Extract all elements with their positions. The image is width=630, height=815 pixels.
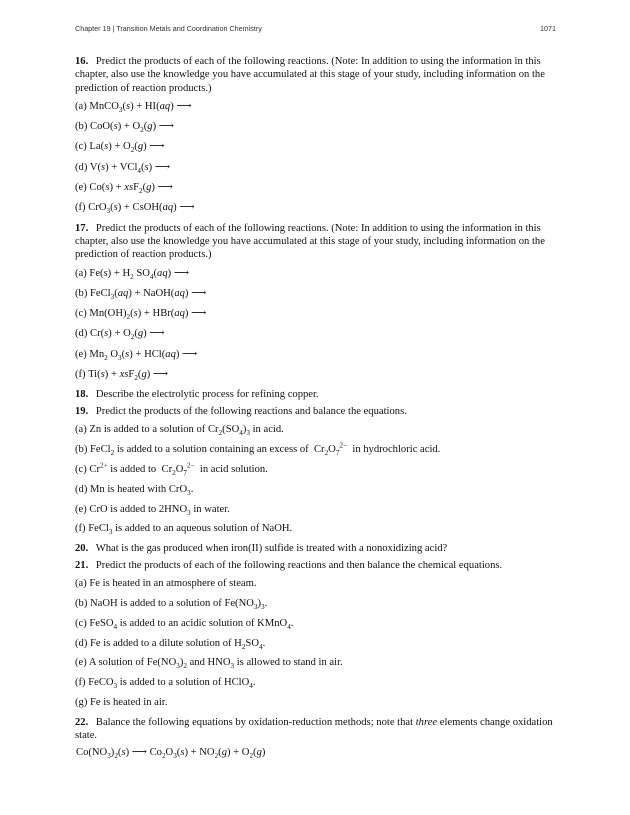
reaction-item: (e) Co(s) + xsF$_2$(g) ⟶ bbox=[75, 182, 173, 196]
question-20 bbox=[75, 542, 565, 555]
reaction-item: (b) $CoO(s) + O_2(g)$ ⟶ bbox=[75, 121, 174, 135]
question-text: What is the gas produced when iron(II) sulfide is treated with a nonoxidizing acid? bbox=[95, 543, 448, 555]
reaction-item: (a) Fe is heated in an atmosphere of steam. bbox=[75, 577, 257, 589]
question-number: 17. bbox=[75, 222, 89, 234]
question-21 bbox=[75, 559, 565, 710]
question-16 bbox=[75, 55, 565, 215]
question-19 bbox=[75, 405, 565, 536]
question-text: Predict the products of the following reactions and balance the equations. bbox=[95, 405, 407, 417]
reaction-item: (d) Fe is added to a dilute solution of $H_2SO_4$. bbox=[75, 637, 266, 651]
reaction-item: (d) Mn is heated with CrO$_3$. bbox=[75, 483, 194, 497]
reaction-item: (b) FeCl$_3$(aq) + NaOH(aq) ⟶ bbox=[75, 287, 207, 301]
reaction-item: (c) FeSO$_4$ is added to an acidic solution of KMnO$_4$. bbox=[75, 617, 294, 631]
question-number: 22. bbox=[75, 717, 89, 729]
reaction-item: (d) $Cr(s) + O_2(g)$ ⟶ bbox=[75, 328, 165, 342]
equation: $Co(NO_3)_2(s)$ ⟶ $Co_2O_3(s) + NO_2(g) + O_2(g)$ bbox=[76, 746, 266, 760]
reaction-item: (e) $Mn_2$ $O_3(s) + HCl(aq)$ ⟶ bbox=[75, 348, 198, 362]
reaction-item: (a) $Fe(s) + H_2$ $SO_4(aq)$ ⟶ bbox=[75, 267, 190, 281]
question-number: 18. bbox=[75, 389, 89, 401]
question-number: 20. bbox=[75, 543, 89, 555]
page-header bbox=[75, 24, 556, 33]
reaction-item: (g) Fe is heated in air. bbox=[75, 697, 168, 709]
reaction-item: (e) CrO is added to $2HNO_3$ in water. bbox=[75, 503, 230, 517]
question-text: Predict the products of each of the following reactions. (Note: In addition to using the information in this chapter, also use the knowledge you have accumulated at this stage of your study, including information on the prediction of reaction products.) bbox=[75, 56, 545, 94]
reaction-item: (d) V(s) + VCl$_4$(s) ⟶ bbox=[75, 161, 171, 175]
question-number: 16. bbox=[75, 56, 89, 67]
question-19-prompt bbox=[75, 405, 565, 418]
chapter-title: Chapter 19 | Transition Metals and Coordination Chemistry bbox=[75, 24, 262, 33]
question-text: Balance the following equations by oxidation-reduction methods; note that bbox=[95, 717, 416, 729]
reaction-item: (b) NaOH is added to a solution of $Fe(NO_3)_3$. bbox=[75, 597, 268, 611]
question-18 bbox=[75, 388, 565, 401]
question-text: Describe the electrolytic process for refining copper. bbox=[95, 389, 319, 401]
reaction-item: (a) Zn is added to a solution of $Cr_2(SO_4)_3$ in acid. bbox=[75, 423, 284, 438]
question-16-prompt bbox=[75, 55, 565, 95]
reaction-item: (e) A solution of $Fe(NO_3)_2$ and $HNO_3$ is allowed to stand in air. bbox=[75, 657, 343, 671]
question-number: 19. bbox=[75, 405, 89, 417]
page-number: 1071 bbox=[540, 24, 556, 33]
reaction-item: (b) FeCl$_2$ is added to a solution containing an excess of $Cr_2O_7^{2-}$ in hydrochloric acid. bbox=[75, 441, 441, 457]
question-text-end: elements change oxidation state. bbox=[75, 717, 553, 742]
reaction-item: (c) $Cr^{2+}$ is added to $Cr_2O_7^{2-}$ in acid solution. bbox=[75, 461, 268, 477]
reaction-item: (f) CrO$_3$(s) + CsOH(aq) ⟶ bbox=[75, 202, 195, 216]
question-22-prompt bbox=[75, 716, 565, 743]
question-number: 21. bbox=[75, 559, 89, 571]
reaction-item: (f) FeCO$_3$ is added to a solution of HClO$_4$. bbox=[75, 677, 256, 691]
question-21-prompt bbox=[75, 559, 565, 572]
emphasis-text: three bbox=[415, 717, 438, 729]
question-text: Predict the products of each of the following reactions. (Note: In addition to using the information in this chapter, also use the knowledge you have accumulated at this stage of your study, including information on the prediction of reaction products.) bbox=[75, 222, 545, 261]
question-text: Predict the products of each of the following reactions and then balance the chemical equations. bbox=[95, 559, 503, 571]
reaction-item: (c) $Mn(OH)_2(s) + HBr(aq)$ ⟶ bbox=[75, 308, 207, 322]
exercise-list bbox=[75, 55, 565, 766]
reaction-item: (f) FeCl$_3$ is added to an aqueous solution of NaOH. bbox=[75, 523, 293, 537]
question-17 bbox=[75, 222, 565, 382]
reaction-item: (a) MnCO$_3$(s) + HI(aq) ⟶ bbox=[75, 100, 192, 114]
reaction-item: (c) $La(s) + O_2(g)$ ⟶ bbox=[75, 141, 165, 155]
question-22 bbox=[75, 716, 565, 759]
reaction-item: (f) Ti(s) + xsF$_2$(g) ⟶ bbox=[75, 369, 169, 383]
question-17-prompt bbox=[75, 222, 565, 262]
